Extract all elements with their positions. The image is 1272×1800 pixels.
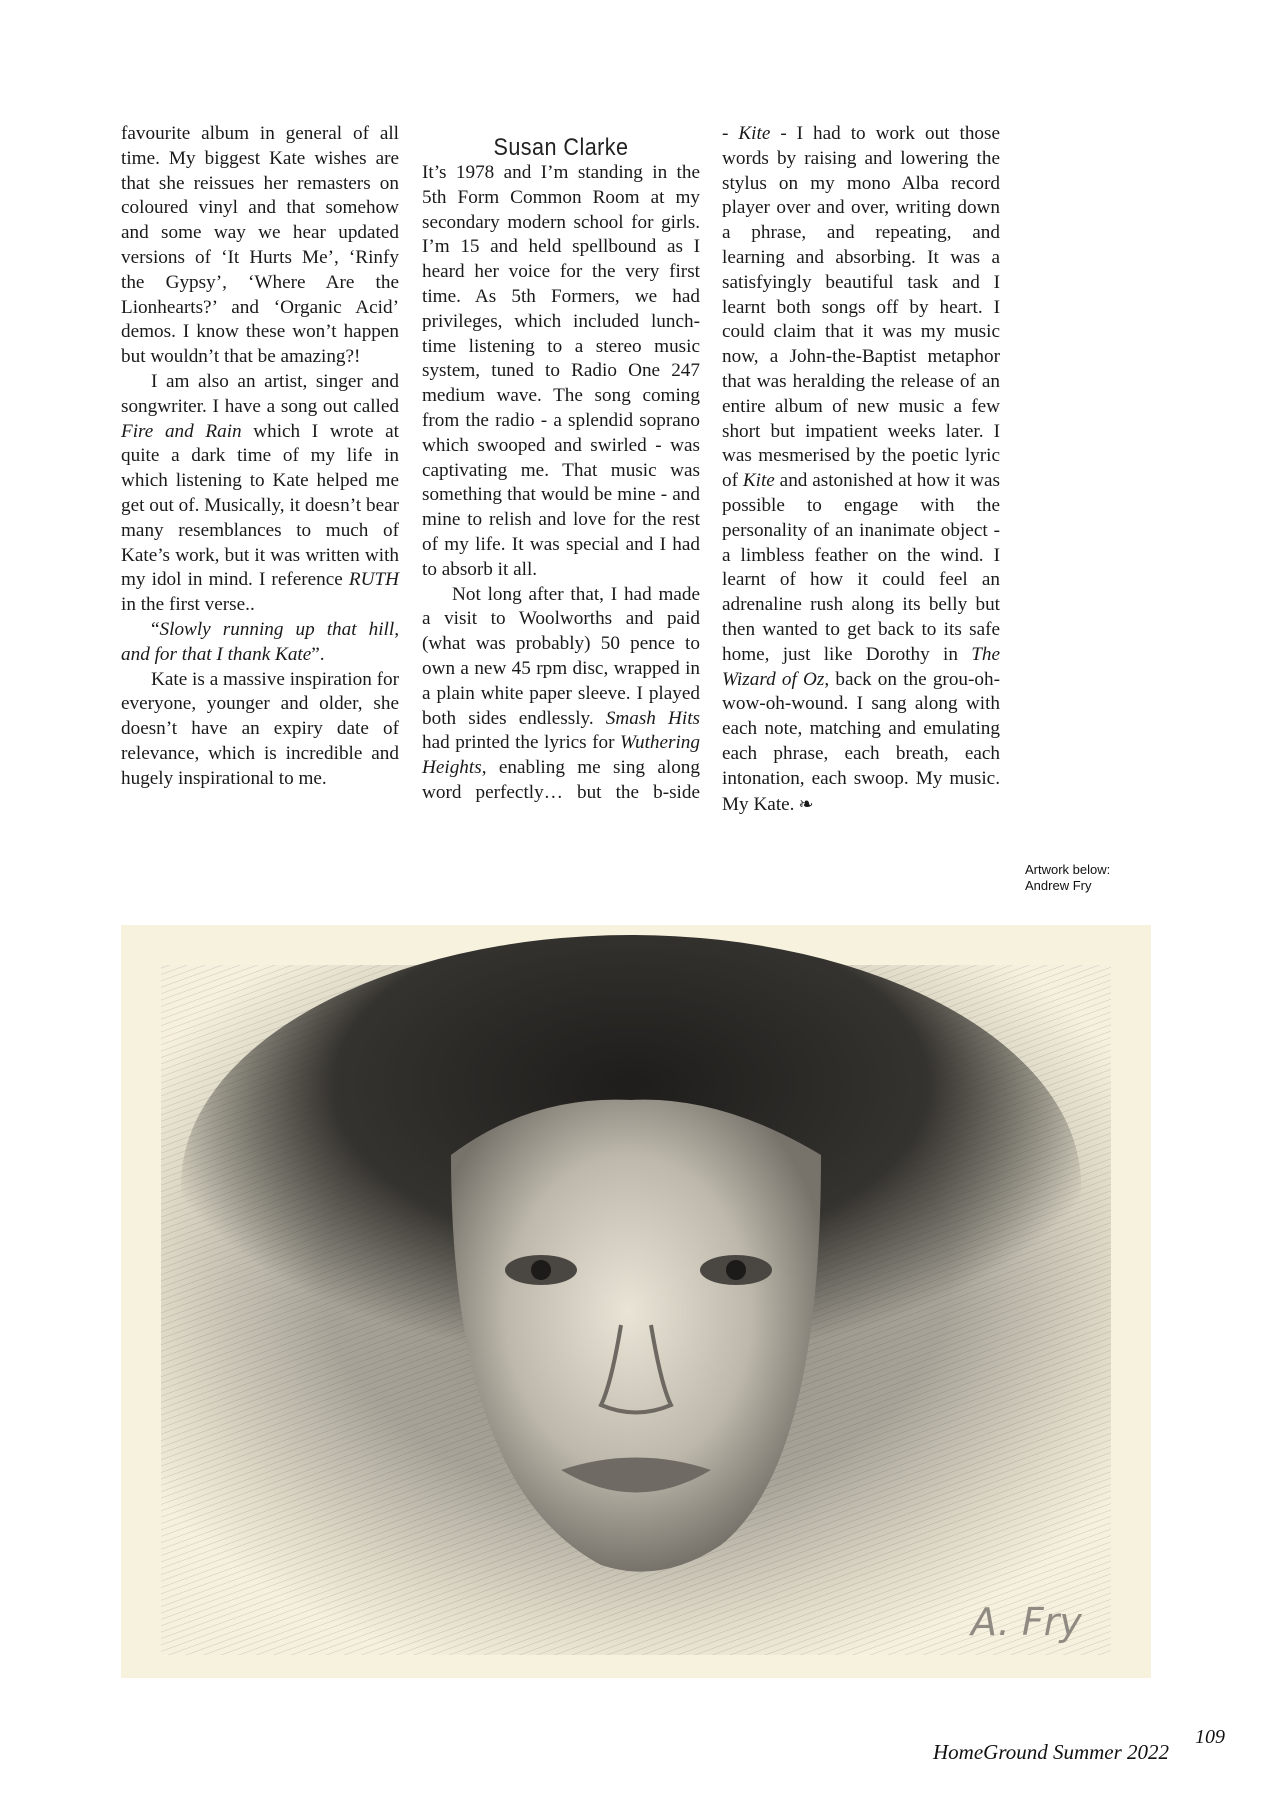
portrait-artwork: [121, 925, 1151, 1678]
magazine-title: Smash Hits: [605, 707, 701, 729]
text: which I wrote at quite a dark time of my life in which listening to Kate helped me get out of. Musically, it doesn’t bear many resemblances to much of Kate’s work, but it was written with my idol in mind. I reference: [121, 420, 399, 591]
text: had printed the lyrics for: [422, 732, 621, 754]
contributor-heading: Susan Clarke: [493, 134, 629, 161]
lyric-quote: [121, 618, 399, 668]
paragraph: [121, 370, 399, 618]
text: I am also an artist, singer and songwriter. I have a song out called: [121, 370, 399, 417]
song-title: Fire and Rain: [121, 420, 242, 442]
end-flourish-icon: ❧: [798, 793, 814, 814]
article-column-1: [121, 122, 399, 792]
paragraph: [422, 583, 700, 806]
paragraph: Kate is a massive inspiration for everyone, younger and older, she doesn’t have an expiry date of relevance, which is incredible and hugely inspirational to me.: [121, 668, 399, 789]
song-title: Wuthering Heights: [422, 732, 700, 779]
song-title: RUTH: [348, 569, 399, 591]
text: , back on the grou-oh-wow-oh-wound. I sang along with each note, matching and emulating each phrase, each breath, each intonation, each swoop. My music. My Kate.: [722, 668, 1000, 815]
song-title: Kite: [742, 470, 775, 492]
text: ”.: [311, 643, 325, 665]
publication-footer: HomeGround Summer 2022: [933, 1740, 1170, 1764]
song-title: Kite: [738, 123, 771, 144]
paragraph: favourite album in general of all time. My biggest Kate wishes are that she reissues her remasters on coloured vinyl and that somehow and some way we hear updated versions of ‘It Hurts Me’, ‘Rinfy the Gypsy’, ‘Where Are the Lionhearts?’ and ‘Organic Acid’ demos. I know these won’t happen but wouldn’t that be amazing?!: [121, 123, 399, 368]
caption-line: Artwork below:: [1025, 862, 1111, 877]
paragraph: [722, 122, 1000, 817]
text: , enabling me sing along word perfectly… but the b-side: [422, 757, 700, 803]
film-title: The Wizard of Oz: [722, 643, 1000, 690]
text: in the first verse..: [121, 594, 255, 616]
text: Not long after that, I had made a visit to Woolworths and paid (what was probably) 50 pence to own a new 45 rpm disc, wrapped in a plain white paper sleeve. I played both sides endlessly.: [422, 583, 700, 729]
text: - I had to work out those words by raising and lowering the stylus on my mono Alba record player over and over, writing down a phrase, and repeating, and learning and absorbing. It was a satisfyingly beautiful task and I learnt both songs off by heart. I could claim that it was my music now, a John-the-Baptist metaphor that was heralding the release of an entire album of new music a few short but impatient weeks later. I was mesmerised by the poetic lyric of: [722, 123, 1000, 492]
text: and astonished at how it was possible to engage with the personality of an inanimate object - a limbless feather on the wind. I learnt of how it could feel an adrenaline rush along its belly but then wanted to get back to its safe home, just like Dorothy in: [722, 470, 1001, 665]
artwork-caption: [1025, 862, 1110, 894]
paragraph: It’s 1978 and I’m standing in the 5th Form Common Room at my secondary modern school for girls. I’m 15 and held spellbound as I heard her voice for the very first time. As 5th Formers, we had privileges, which included lunch-time listening to a stereo music system, tuned to Radio One 247 medium wave. The song coming from the radio - a splendid soprano which swooped and swirled - was captivating me. That music was something that would be mine - and mine to relish and love for the rest of my life. It was special and I had to absorb it all.: [422, 162, 700, 580]
caption-artist: Andrew Fry: [1025, 878, 1092, 893]
article-column-3: [722, 122, 1000, 817]
text: -: [722, 123, 739, 144]
lyric: Slowly running up that hill, and for that I thank Kate: [121, 618, 399, 665]
page-number: 109: [1195, 1726, 1225, 1748]
text: “: [151, 618, 160, 640]
artist-signature: A. Fry: [971, 1600, 1082, 1644]
article-column-2: [422, 161, 700, 806]
